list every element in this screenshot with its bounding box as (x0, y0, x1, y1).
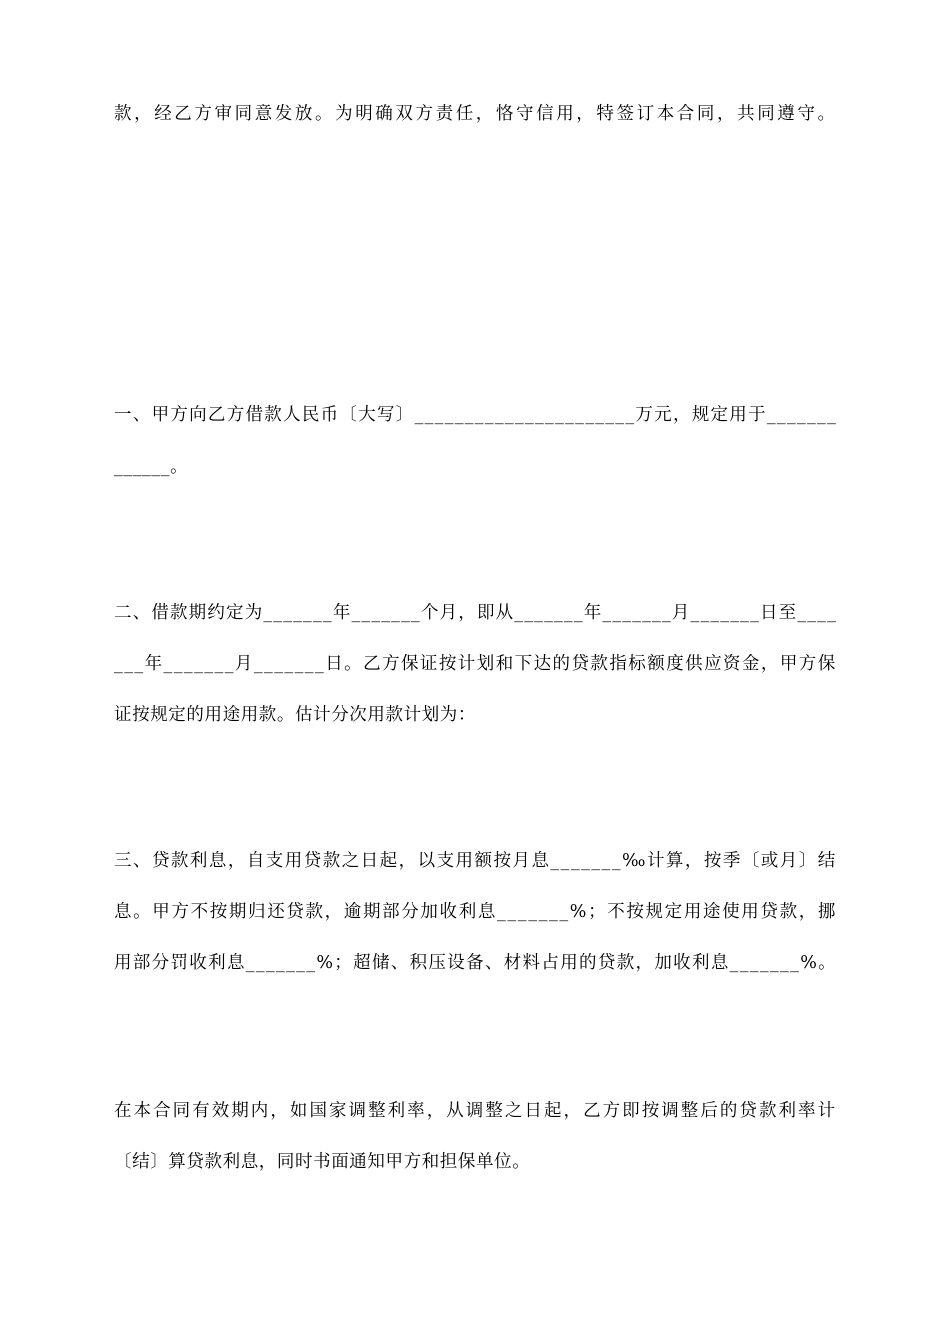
clause-2-line-2: ___年_______月_______日。乙方保证按计划和下达的贷款指标额度供应资金，甲方保 (114, 654, 837, 674)
clause-1-line-2: ______。 (114, 457, 189, 477)
rate-adjust-line-1: 在本合同有效期内，如国家调整利率，从调整之日起，乙方即按调整后的贷款利率计 (114, 1101, 838, 1121)
rate-adjust-line-2: 〔结〕算贷款利息，同时书面通知甲方和担保单位。 (114, 1152, 531, 1172)
clause-3-line-3: 用部分罚收利息_______%；超储、积压设备、材料占用的贷款，加收利息_______%。 (114, 953, 837, 973)
clause-2-line-1: 二、借款期约定为_______年_______个月，即从_______年_______月_______日至____ (114, 603, 838, 623)
text-line: 款，经乙方审同意发放。为明确双方责任，恪守信用，特签订本合同，共同遵守。 (114, 104, 838, 124)
clause-3-line-1: 三、贷款利息，自支用贷款之日起，以支用额按月息_______‰计算，按季〔或月〕结 (114, 851, 837, 871)
clause-2-line-3: 证按规定的用途用款。估计分次用款计划为： (114, 705, 476, 725)
clause-1-line-1: 一、甲方向乙方借款人民币〔大写〕______________________万元，规定用于_______ (114, 405, 838, 425)
clause-3-line-2: 息。甲方不按期归还贷款，逾期部分加收利息_______%；不按规定用途使用贷款，挪 (114, 902, 838, 922)
